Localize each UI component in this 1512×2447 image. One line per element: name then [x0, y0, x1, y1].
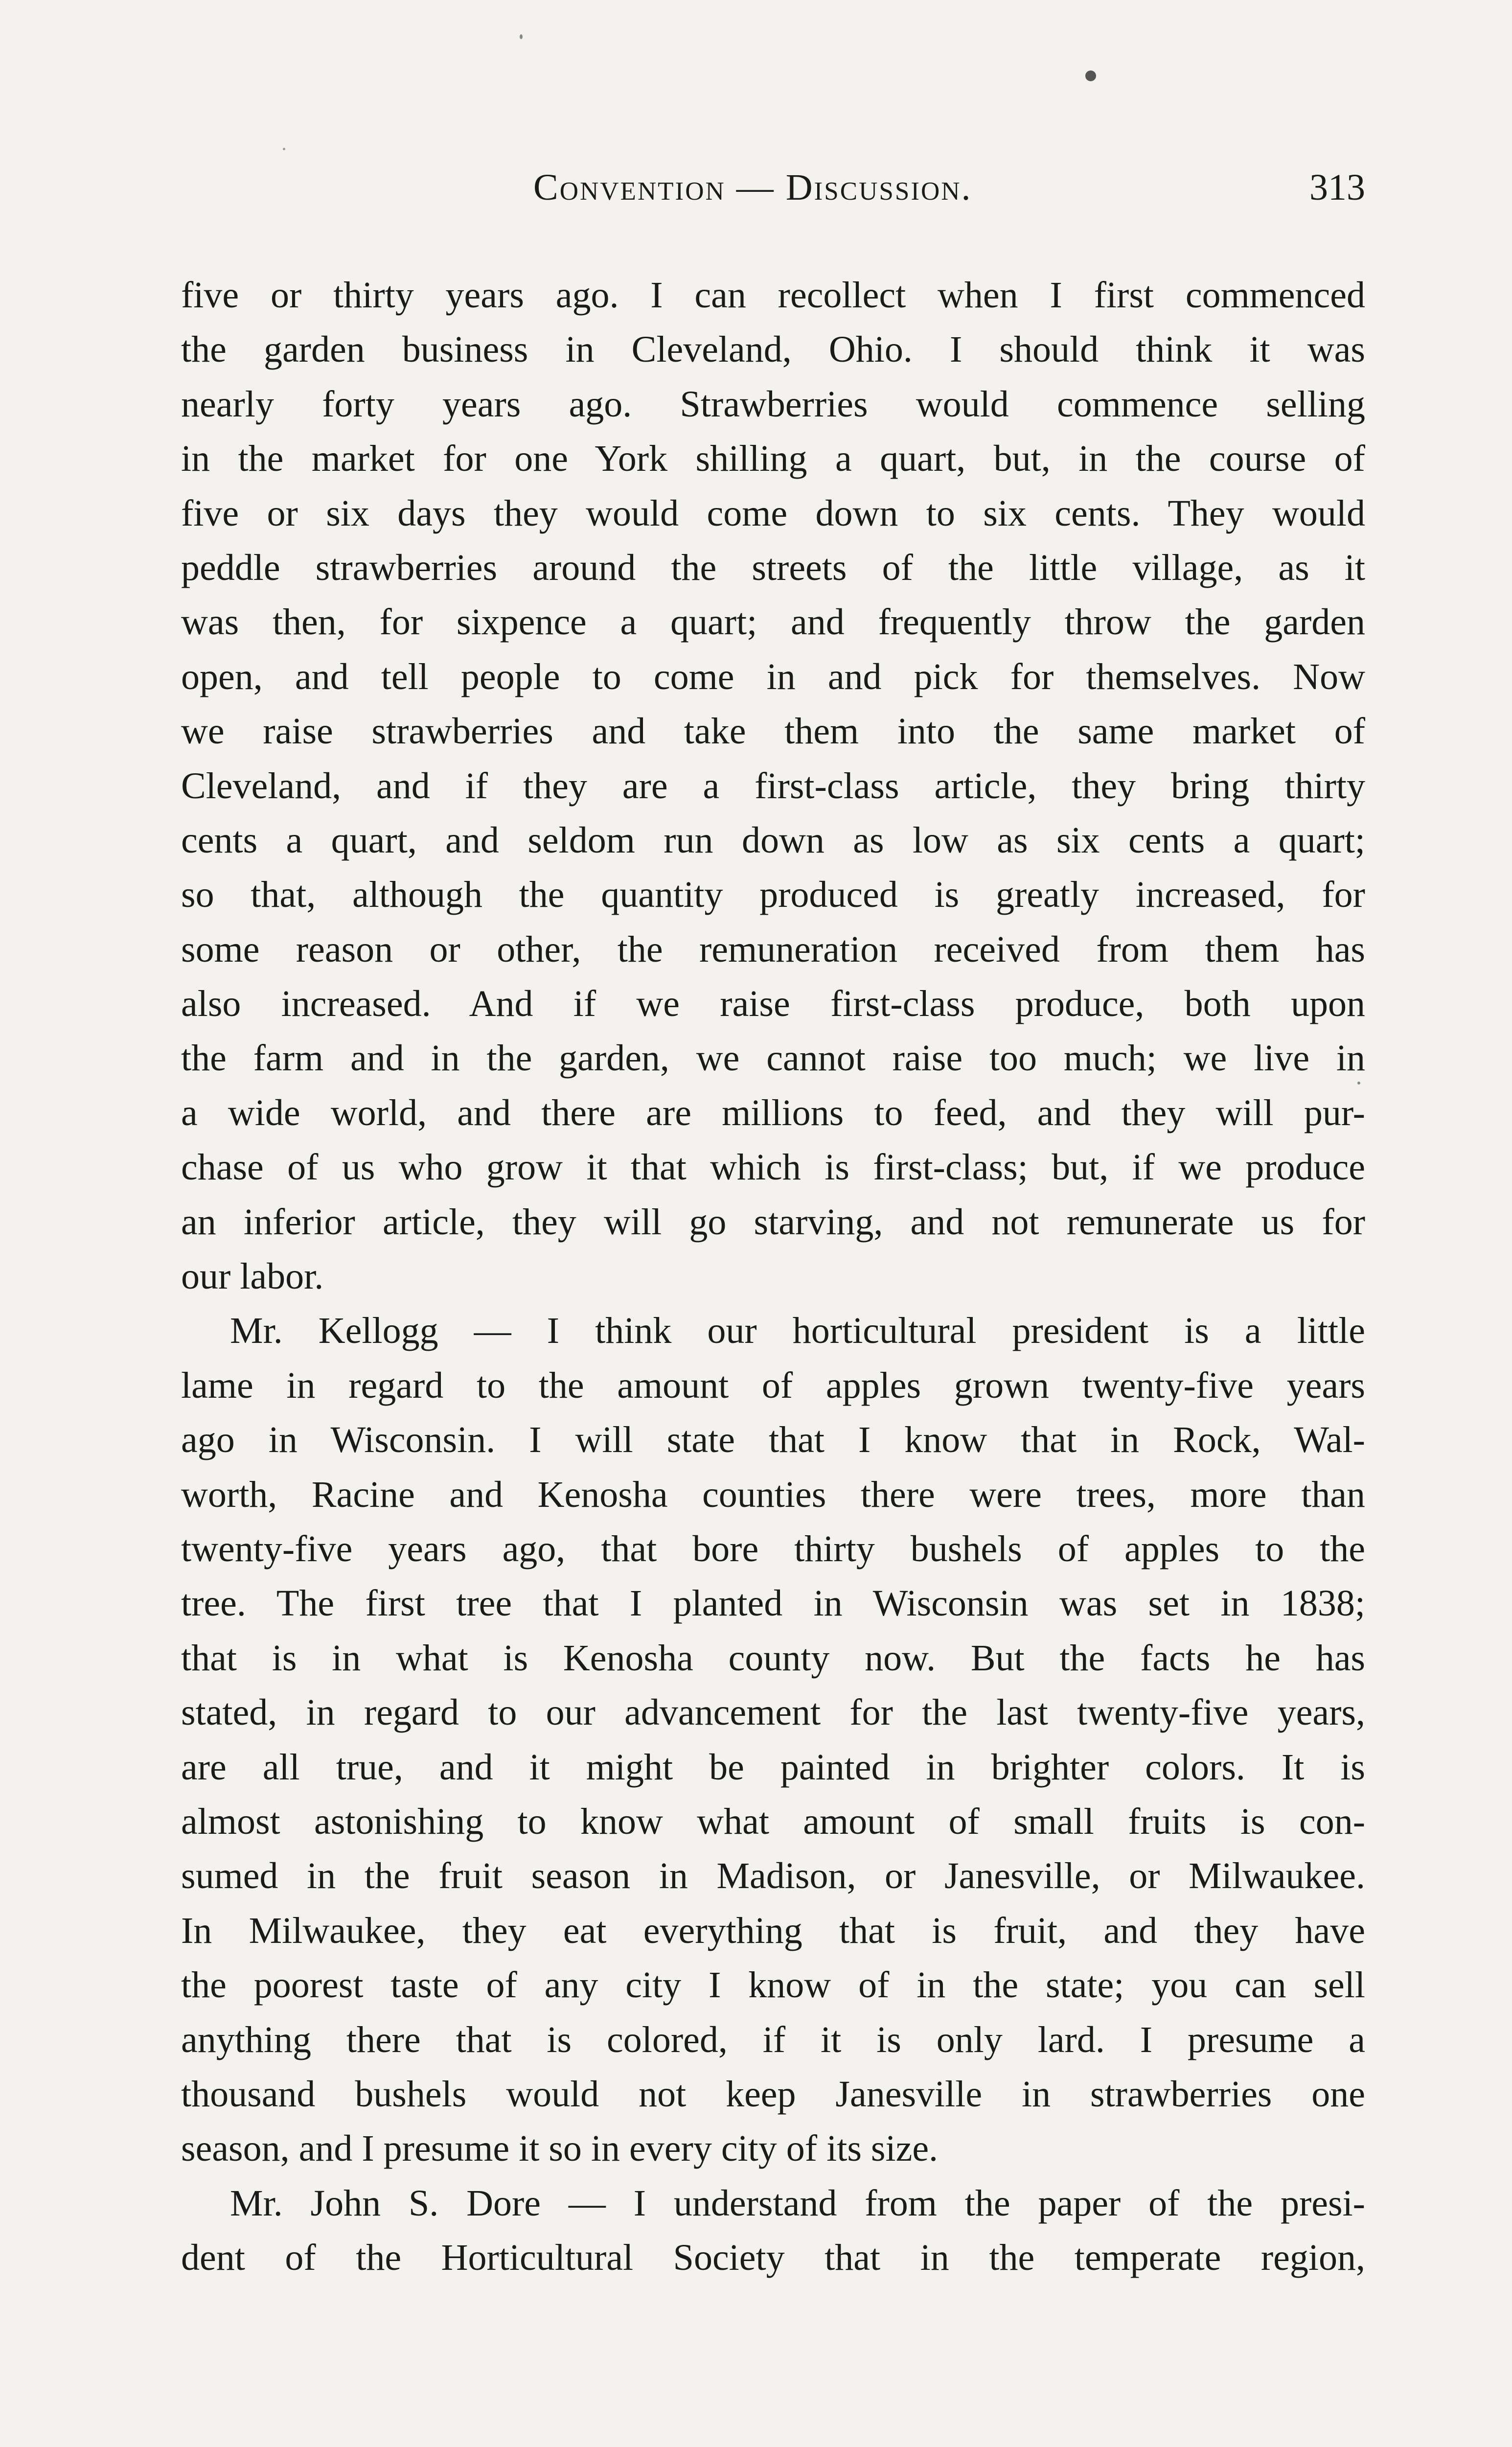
- paragraph-start-line: Mr. Kellogg — I think our horticultural president is a little: [230, 1310, 1365, 1352]
- ink-speck: [283, 148, 285, 150]
- text-line: twenty-five years ago, that bore thirty bushels of apples to the: [181, 1528, 1365, 1570]
- text-line: an inferior article, they will go starving, and not remunerate us for: [181, 1201, 1365, 1243]
- ink-speck: [520, 34, 523, 39]
- text-line: five or six days they would come down to six cents. They would: [181, 492, 1365, 534]
- text-line: our labor.: [181, 1256, 324, 1297]
- ink-speck: [1085, 70, 1096, 81]
- text-line: ago in Wisconsin. I will state that I know that in Rock, Wal-: [181, 1419, 1365, 1461]
- text-line: was then, for sixpence a quart; and frequently throw the garden: [181, 601, 1365, 643]
- text-line: lame in regard to the amount of apples grown twenty-five years: [181, 1364, 1365, 1406]
- paragraph-start-line: Mr. John S. Dore — I understand from the paper of the presi-: [230, 2182, 1365, 2224]
- text-line: In Milwaukee, they eat everything that is fruit, and they have: [181, 1910, 1365, 1951]
- text-line: that is in what is Kenosha county now. But the facts he has: [181, 1637, 1365, 1679]
- text-line: also increased. And if we raise first-class produce, both upon: [181, 983, 1365, 1025]
- text-line: the poorest taste of any city I know of in the state; you can sell: [181, 1964, 1365, 2006]
- text-line: we raise strawberries and take them into the same market of: [181, 711, 1365, 752]
- text-line: are all true, and it might be painted in brighter colors. It is: [181, 1746, 1365, 1788]
- text-line: the garden business in Cleveland, Ohio. I should think it was: [181, 329, 1365, 370]
- page-number: 313: [1309, 167, 1365, 208]
- text-line: open, and tell people to come in and pick for themselves. Now: [181, 656, 1365, 697]
- text-line: nearly forty years ago. Strawberries would commence selling: [181, 383, 1365, 425]
- text-line: almost astonishing to know what amount of small fruits is con-: [181, 1801, 1365, 1842]
- text-line: a wide world, and there are millions to feed, and they will pur-: [181, 1092, 1365, 1133]
- text-line: worth, Racine and Kenosha counties there were trees, more than: [181, 1474, 1365, 1515]
- text-line: five or thirty years ago. I can recollect when I first commenced: [181, 275, 1365, 316]
- text-line: dent of the Horticultural Society that in the temperate region,: [181, 2237, 1365, 2279]
- text-line: so that, although the quantity produced is greatly increased, for: [181, 874, 1365, 916]
- text-line: some reason or other, the remuneration received from them has: [181, 928, 1365, 970]
- text-line: sumed in the fruit season in Madison, or Janesville, or Milwaukee.: [181, 1855, 1365, 1897]
- text-line: Cleveland, and if they are a first-class article, they bring thirty: [181, 765, 1365, 807]
- text-line: the farm and in the garden, we cannot raise too much; we live in: [181, 1038, 1365, 1079]
- text-line: in the market for one York shilling a quart, but, in the course of: [181, 438, 1365, 480]
- text-line: chase of us who grow it that which is first-class; but, if we produce: [181, 1147, 1365, 1188]
- text-line: thousand bushels would not keep Janesville in strawberries one: [181, 2073, 1365, 2115]
- text-line: stated, in regard to our advancement for the last twenty-five years,: [181, 1692, 1365, 1733]
- text-line: peddle strawberries around the streets of the little village, as it: [181, 547, 1365, 588]
- ink-speck: [1357, 1082, 1360, 1085]
- text-line: cents a quart, and seldom run down as low as six cents a quart;: [181, 819, 1365, 861]
- text-line: tree. The first tree that I planted in Wisconsin was set in 1838;: [181, 1583, 1365, 1624]
- running-head: Convention — Discussion.: [533, 167, 972, 208]
- page-header: [181, 166, 1365, 220]
- body-text: [181, 268, 1365, 2285]
- text-line: anything there that is colored, if it is only lard. I presume a: [181, 2019, 1365, 2060]
- text-line: season, and I presume it so in every city of its size.: [181, 2128, 939, 2170]
